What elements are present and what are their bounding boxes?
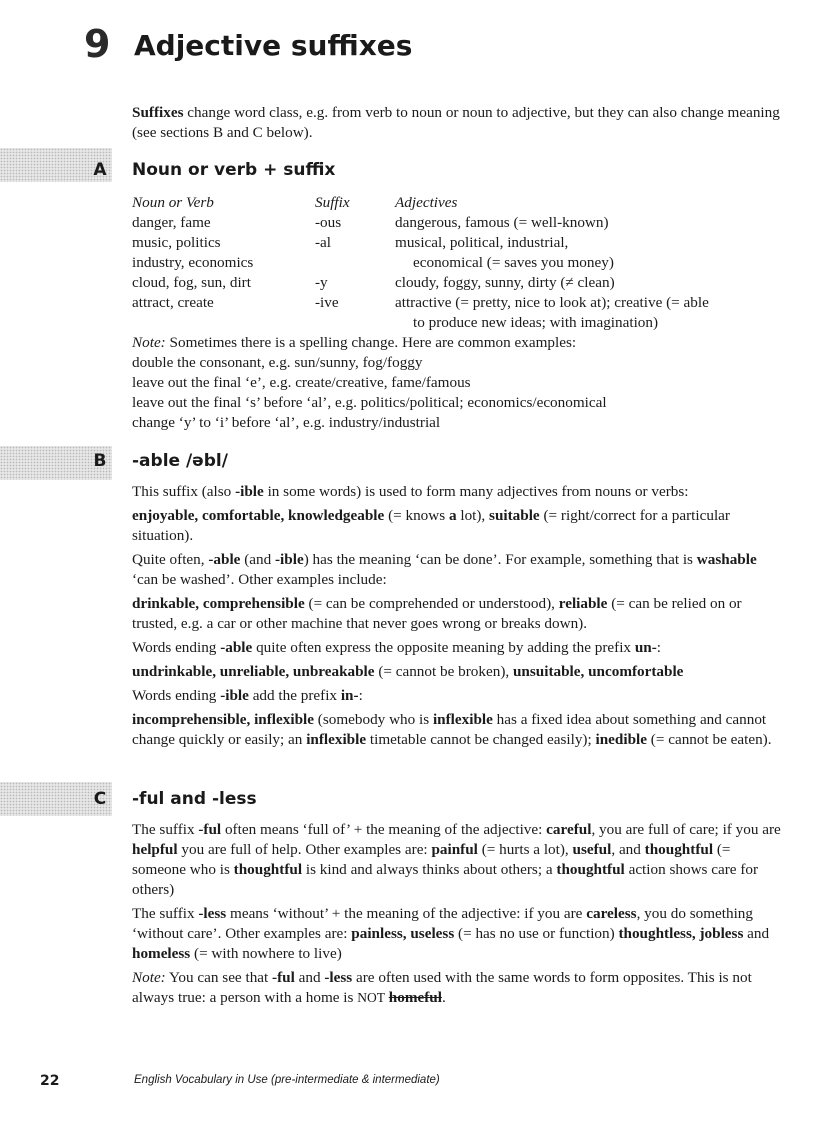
page-number: 22 — [40, 1073, 60, 1089]
table-cell: music, politics — [132, 234, 221, 251]
table-cell: attract, create — [132, 294, 214, 311]
unit-number: 9 — [84, 22, 111, 66]
table-cell: industry, economics — [132, 254, 254, 271]
table-header: Adjectives — [395, 194, 458, 211]
note-line: change ‘y’ to ‘i’ before ‘al’, e.g. industry/industrial — [132, 414, 441, 431]
table-row — [132, 213, 782, 233]
unit-title: Adjective suffixes — [134, 29, 413, 62]
table-cell: musical, political, industrial, — [395, 234, 569, 251]
table-cell: -al — [315, 234, 332, 251]
section-a-letter: A — [93, 160, 107, 180]
table-row — [132, 233, 782, 253]
section-a-heading: Noun or verb + suffix — [132, 160, 336, 180]
table-cell: attractive (= pretty, nice to look at); creative (= able — [395, 294, 709, 311]
table-row — [132, 313, 782, 333]
note-line: leave out the final ‘s’ before ‘al’, e.g. politics/political; economics/economical — [132, 394, 607, 411]
section-c-heading: -ful and -less — [132, 789, 257, 809]
paragraph: Words ending -able quite often express the opposite meaning by adding the prefix un-: — [132, 639, 661, 656]
table-cell: economical (= saves you money) — [413, 254, 614, 271]
table-cell: -y — [315, 274, 328, 291]
suffix-table — [132, 193, 782, 333]
table-cell: cloudy, foggy, sunny, dirty (≠ clean) — [395, 274, 615, 291]
paragraph: The suffix -ful often means ‘full of’ + the meaning of the adjective: careful, you are full of care; if you are helpful you are full of help. Other examples are: painful (= hurts a lot), useful, and thoughtful (= someone who is thoughtful is kind and always thinks about others; a thoughtful action shows care for others) — [132, 821, 781, 898]
paragraph: drinkable, comprehensible (= can be comprehended or understood), reliable (= can be relied on or trusted, e.g. a car or other machine that never goes wrong or breaks down). — [132, 595, 742, 632]
intro-paragraph: Suffixes change word class, e.g. from verb to noun or noun to adjective, but they can also change meaning (see sections B and C below). — [132, 104, 780, 141]
table-row — [132, 253, 782, 273]
book-title: English Vocabulary in Use (pre-intermediate & intermediate) — [134, 1074, 440, 1086]
paragraph: incomprehensible, inflexible (somebody who is inflexible has a fixed idea about something and cannot change quickly or easily; an inflexible timetable cannot be changed easily); inedible (= cannot be eaten). — [132, 711, 772, 748]
paragraph: Quite often, -able (and -ible) has the meaning ‘can be done’. For example, something that is washable ‘can be washed’. Other examples include: — [132, 551, 757, 588]
table-cell: -ous — [315, 214, 342, 231]
table-cell: to produce new ideas; with imagination) — [413, 314, 659, 331]
table-header-row — [132, 193, 782, 213]
paragraph: Note: You can see that -ful and -less are often used with the same words to form opposites. This is not always true: a person with a home is NOT homeful. — [132, 969, 752, 1006]
table-header: Noun or Verb — [132, 194, 214, 211]
note-line: leave out the final ‘e’, e.g. create/creative, fame/famous — [132, 374, 471, 391]
paragraph: undrinkable, unreliable, unbreakable (= cannot be broken), unsuitable, uncomfortable — [132, 663, 684, 680]
paragraph: The suffix -less means ‘without’ + the meaning of the adjective: if you are careless, you do something ‘without care’. Other examples are: painless, useless (= has no use or function) thoughtless, jobless and homeless (= with nowhere to live) — [132, 905, 770, 962]
table-row — [132, 293, 782, 313]
spelling-note — [132, 333, 782, 433]
note-line: double the consonant, e.g. sun/sunny, fog/foggy — [132, 354, 423, 371]
table-row — [132, 273, 782, 293]
table-cell: -ive — [315, 294, 339, 311]
table-cell: cloud, fog, sun, dirt — [132, 274, 251, 291]
table-cell: danger, fame — [132, 214, 211, 231]
note-line: Note: Sometimes there is a spelling change. Here are common examples: — [132, 334, 577, 351]
section-c-letter: C — [93, 789, 107, 809]
table-cell: dangerous, famous (= well-known) — [395, 214, 609, 231]
table-header: Suffix — [315, 194, 350, 211]
section-b-heading: -able /əbl/ — [132, 451, 228, 471]
paragraph: enjoyable, comfortable, knowledgeable (= knows a lot), suitable (= right/correct for a particular situation). — [132, 507, 730, 544]
paragraph: Words ending -ible add the prefix in-: — [132, 687, 363, 704]
section-b-letter: B — [93, 451, 107, 471]
paragraph: This suffix (also -ible in some words) is used to form many adjectives from nouns or verbs: — [132, 483, 689, 500]
